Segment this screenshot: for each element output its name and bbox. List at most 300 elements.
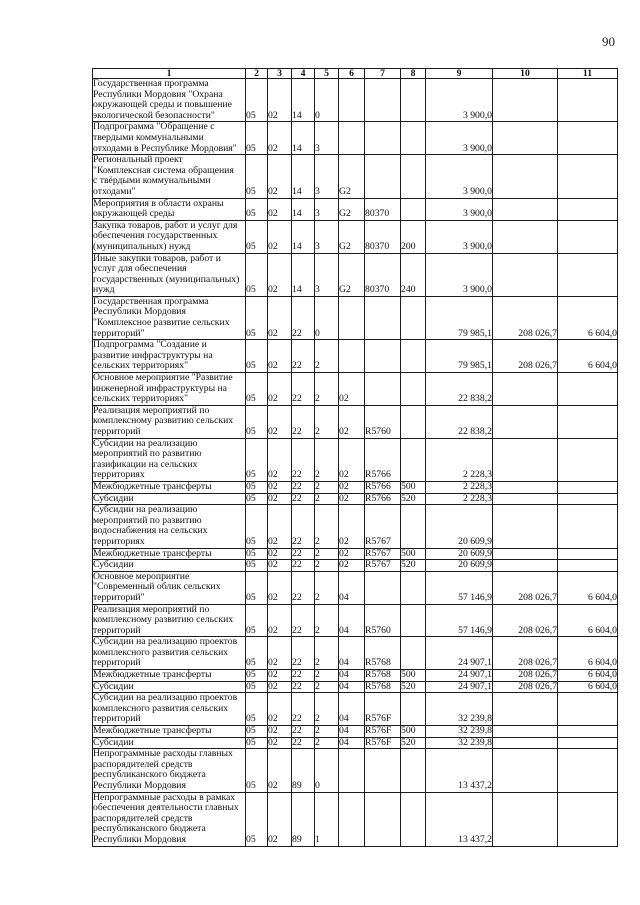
name-cell: Реализация мероприятий по комплексному развитию сельских территорий bbox=[93, 405, 246, 438]
col11-cell bbox=[558, 792, 618, 846]
col7-cell bbox=[365, 749, 401, 792]
col3-cell: 02 bbox=[268, 438, 292, 481]
col7-cell: R5767 bbox=[365, 560, 401, 572]
table-row bbox=[93, 604, 618, 637]
col10-cell bbox=[493, 253, 558, 296]
col2-cell: 05 bbox=[246, 340, 268, 373]
col5-cell: 2 bbox=[315, 405, 339, 438]
col3-cell: 02 bbox=[268, 481, 292, 493]
col11-cell bbox=[558, 220, 618, 253]
col4-cell: 89 bbox=[292, 749, 315, 792]
col8-cell bbox=[401, 122, 426, 155]
header-col6: 6 bbox=[339, 69, 365, 79]
col7-cell: 80370 bbox=[365, 253, 401, 296]
col4-cell: 22 bbox=[292, 681, 315, 693]
col11-cell: 6 604,0 bbox=[558, 604, 618, 637]
col7-cell bbox=[365, 155, 401, 198]
col10-cell bbox=[493, 122, 558, 155]
col2-cell: 05 bbox=[246, 253, 268, 296]
col9-cell: 24 907,1 bbox=[426, 637, 493, 670]
col8-cell bbox=[401, 296, 426, 339]
col10-cell: 208 026,7 bbox=[493, 681, 558, 693]
col3-cell: 02 bbox=[268, 296, 292, 339]
table-row bbox=[93, 571, 618, 604]
col7-cell bbox=[365, 122, 401, 155]
col7-cell: R5760 bbox=[365, 604, 401, 637]
col5-cell: 2 bbox=[315, 693, 339, 726]
col4-cell: 14 bbox=[292, 198, 315, 220]
col7-cell: R5768 bbox=[365, 681, 401, 693]
name-cell: Основное мероприятие "Современный облик сельских территорий" bbox=[93, 571, 246, 604]
name-cell: Межбюджетные трансферты bbox=[93, 726, 246, 738]
col9-cell: 3 900,0 bbox=[426, 220, 493, 253]
col5-cell: 3 bbox=[315, 220, 339, 253]
col3-cell: 02 bbox=[268, 792, 292, 846]
col10-cell bbox=[493, 693, 558, 726]
col11-cell: 6 604,0 bbox=[558, 340, 618, 373]
col8-cell: 500 bbox=[401, 481, 426, 493]
col2-cell: 05 bbox=[246, 637, 268, 670]
col3-cell: 02 bbox=[268, 340, 292, 373]
name-cell: Государственная программа Республики Мордовия "Комплексное развитие сельских территорий" bbox=[93, 296, 246, 339]
col9-cell: 2 228,3 bbox=[426, 481, 493, 493]
col4-cell: 22 bbox=[292, 604, 315, 637]
col8-cell bbox=[401, 693, 426, 726]
col5-cell: 2 bbox=[315, 505, 339, 548]
col6-cell: 04 bbox=[339, 604, 365, 637]
col7-cell: R5768 bbox=[365, 670, 401, 682]
table-row bbox=[93, 505, 618, 548]
col2-cell: 05 bbox=[246, 405, 268, 438]
col5-cell: 3 bbox=[315, 253, 339, 296]
col6-cell: 02 bbox=[339, 438, 365, 481]
col7-cell: 80370 bbox=[365, 198, 401, 220]
col11-cell bbox=[558, 79, 618, 122]
col2-cell: 05 bbox=[246, 560, 268, 572]
col7-cell bbox=[365, 340, 401, 373]
col11-cell bbox=[558, 726, 618, 738]
col4-cell: 14 bbox=[292, 253, 315, 296]
col6-cell bbox=[339, 792, 365, 846]
name-cell: Государственная программа Республики Мордовия "Охрана окружающей среды и повышение экологической безопасности" bbox=[93, 79, 246, 122]
col6-cell: 04 bbox=[339, 571, 365, 604]
col4-cell: 22 bbox=[292, 373, 315, 406]
col2-cell: 05 bbox=[246, 220, 268, 253]
col11-cell bbox=[558, 122, 618, 155]
col2-cell: 05 bbox=[246, 122, 268, 155]
col11-cell bbox=[558, 373, 618, 406]
col7-cell: R5766 bbox=[365, 438, 401, 481]
name-cell: Межбюджетные трансферты bbox=[93, 548, 246, 560]
col6-cell: G2 bbox=[339, 220, 365, 253]
col11-cell: 6 604,0 bbox=[558, 681, 618, 693]
name-cell: Субсидии bbox=[93, 737, 246, 749]
col11-cell: 6 604,0 bbox=[558, 296, 618, 339]
col4-cell: 22 bbox=[292, 571, 315, 604]
col3-cell: 02 bbox=[268, 681, 292, 693]
col5-cell: 3 bbox=[315, 155, 339, 198]
col3-cell: 02 bbox=[268, 198, 292, 220]
col10-cell bbox=[493, 726, 558, 738]
table-row bbox=[93, 155, 618, 198]
col4-cell: 22 bbox=[292, 670, 315, 682]
col2-cell: 05 bbox=[246, 670, 268, 682]
table-row bbox=[93, 481, 618, 493]
col4-cell: 14 bbox=[292, 122, 315, 155]
col3-cell: 02 bbox=[268, 571, 292, 604]
col10-cell bbox=[493, 198, 558, 220]
table-row bbox=[93, 792, 618, 846]
col5-cell: 3 bbox=[315, 198, 339, 220]
col11-cell bbox=[558, 438, 618, 481]
col8-cell: 500 bbox=[401, 726, 426, 738]
col6-cell: 02 bbox=[339, 373, 365, 406]
name-cell: Иные закупки товаров, работ и услуг для обеспечения государственных (муниципальных) нужд bbox=[93, 253, 246, 296]
table-row bbox=[93, 560, 618, 572]
page-number: 90 bbox=[602, 34, 615, 49]
name-cell: Подпрограмма "Обращение с твердыми коммунальными отходами в Республике Мордовия" bbox=[93, 122, 246, 155]
col5-cell: 2 bbox=[315, 637, 339, 670]
table-row bbox=[93, 749, 618, 792]
col5-cell: 2 bbox=[315, 373, 339, 406]
col4-cell: 22 bbox=[292, 296, 315, 339]
col6-cell: 04 bbox=[339, 681, 365, 693]
col9-cell: 3 900,0 bbox=[426, 122, 493, 155]
col8-cell bbox=[401, 438, 426, 481]
col9-cell: 13 437,2 bbox=[426, 792, 493, 846]
col3-cell: 02 bbox=[268, 637, 292, 670]
name-cell: Субсидии bbox=[93, 493, 246, 505]
col3-cell: 02 bbox=[268, 737, 292, 749]
col11-cell bbox=[558, 493, 618, 505]
table-row bbox=[93, 493, 618, 505]
table-row bbox=[93, 693, 618, 726]
col3-cell: 02 bbox=[268, 693, 292, 726]
col10-cell bbox=[493, 481, 558, 493]
col9-cell: 20 609,9 bbox=[426, 548, 493, 560]
col11-cell bbox=[558, 198, 618, 220]
col11-cell bbox=[558, 548, 618, 560]
col2-cell: 05 bbox=[246, 604, 268, 637]
col10-cell: 208 026,7 bbox=[493, 571, 558, 604]
col5-cell: 2 bbox=[315, 571, 339, 604]
col3-cell: 02 bbox=[268, 749, 292, 792]
col7-cell bbox=[365, 571, 401, 604]
col7-cell: R5768 bbox=[365, 637, 401, 670]
col8-cell bbox=[401, 604, 426, 637]
col9-cell: 57 146,9 bbox=[426, 604, 493, 637]
col6-cell bbox=[339, 122, 365, 155]
col9-cell: 24 907,1 bbox=[426, 681, 493, 693]
col7-cell bbox=[365, 792, 401, 846]
col9-cell: 22 838,2 bbox=[426, 373, 493, 406]
col2-cell: 05 bbox=[246, 373, 268, 406]
col2-cell: 05 bbox=[246, 571, 268, 604]
name-cell: Закупка товаров, работ и услуг для обеспечения государственных (муниципальных) нужд bbox=[93, 220, 246, 253]
table-row bbox=[93, 79, 618, 122]
col10-cell bbox=[493, 548, 558, 560]
col8-cell: 520 bbox=[401, 681, 426, 693]
col10-cell: 208 026,7 bbox=[493, 340, 558, 373]
col4-cell: 14 bbox=[292, 79, 315, 122]
table-row bbox=[93, 681, 618, 693]
table-row bbox=[93, 198, 618, 220]
col9-cell: 24 907,1 bbox=[426, 670, 493, 682]
col11-cell bbox=[558, 737, 618, 749]
col8-cell bbox=[401, 373, 426, 406]
col5-cell: 2 bbox=[315, 604, 339, 637]
col8-cell bbox=[401, 792, 426, 846]
col6-cell bbox=[339, 79, 365, 122]
col3-cell: 02 bbox=[268, 505, 292, 548]
col6-cell: 02 bbox=[339, 560, 365, 572]
col11-cell: 6 604,0 bbox=[558, 637, 618, 670]
col3-cell: 02 bbox=[268, 122, 292, 155]
col6-cell: 02 bbox=[339, 548, 365, 560]
col4-cell: 22 bbox=[292, 560, 315, 572]
col5-cell: 2 bbox=[315, 548, 339, 560]
col7-cell bbox=[365, 79, 401, 122]
col7-cell: R5766 bbox=[365, 493, 401, 505]
name-cell: Межбюджетные трансферты bbox=[93, 670, 246, 682]
name-cell: Субсидии на реализацию проектов комплексного развития сельских территорий bbox=[93, 637, 246, 670]
col8-cell bbox=[401, 79, 426, 122]
col2-cell: 05 bbox=[246, 681, 268, 693]
table-row bbox=[93, 220, 618, 253]
table-row bbox=[93, 122, 618, 155]
col11-cell bbox=[558, 481, 618, 493]
col11-cell bbox=[558, 505, 618, 548]
col5-cell: 0 bbox=[315, 749, 339, 792]
col11-cell bbox=[558, 253, 618, 296]
col9-cell: 13 437,2 bbox=[426, 749, 493, 792]
col9-cell: 3 900,0 bbox=[426, 253, 493, 296]
col7-cell bbox=[365, 296, 401, 339]
col7-cell: 80370 bbox=[365, 220, 401, 253]
col3-cell: 02 bbox=[268, 220, 292, 253]
name-cell: Субсидии bbox=[93, 560, 246, 572]
col7-cell: R5767 bbox=[365, 505, 401, 548]
col3-cell: 02 bbox=[268, 493, 292, 505]
col8-cell: 520 bbox=[401, 737, 426, 749]
col10-cell bbox=[493, 79, 558, 122]
name-cell: Субсидии на реализацию проектов комплексного развития сельских территорий bbox=[93, 693, 246, 726]
table-row bbox=[93, 637, 618, 670]
col2-cell: 05 bbox=[246, 726, 268, 738]
col9-cell: 3 900,0 bbox=[426, 79, 493, 122]
col6-cell: G2 bbox=[339, 253, 365, 296]
col8-cell: 500 bbox=[401, 548, 426, 560]
col10-cell bbox=[493, 560, 558, 572]
table-row bbox=[93, 296, 618, 339]
col4-cell: 22 bbox=[292, 438, 315, 481]
col11-cell bbox=[558, 560, 618, 572]
col10-cell: 208 026,7 bbox=[493, 670, 558, 682]
header-col1: 1 bbox=[93, 69, 246, 79]
name-cell: Реализация мероприятий по комплексному развитию сельских территорий bbox=[93, 604, 246, 637]
col4-cell: 22 bbox=[292, 340, 315, 373]
col5-cell: 2 bbox=[315, 726, 339, 738]
col10-cell bbox=[493, 220, 558, 253]
col3-cell: 02 bbox=[268, 560, 292, 572]
col10-cell bbox=[493, 438, 558, 481]
col7-cell: R5760 bbox=[365, 405, 401, 438]
col6-cell: G2 bbox=[339, 198, 365, 220]
col2-cell: 05 bbox=[246, 749, 268, 792]
name-cell: Основное мероприятие "Развитие инженерной инфраструктуры на сельских территориях" bbox=[93, 373, 246, 406]
name-cell: Межбюджетные трансферты bbox=[93, 481, 246, 493]
col9-cell: 22 838,2 bbox=[426, 405, 493, 438]
name-cell: Непрограммные расходы главных распорядителей средств республиканского бюджета Республики Мордовия bbox=[93, 749, 246, 792]
col4-cell: 22 bbox=[292, 505, 315, 548]
col3-cell: 02 bbox=[268, 604, 292, 637]
col8-cell: 500 bbox=[401, 670, 426, 682]
col5-cell: 0 bbox=[315, 296, 339, 339]
col8-cell bbox=[401, 340, 426, 373]
col6-cell: 02 bbox=[339, 405, 365, 438]
col4-cell: 89 bbox=[292, 792, 315, 846]
col9-cell: 2 228,3 bbox=[426, 493, 493, 505]
col8-cell: 240 bbox=[401, 253, 426, 296]
col5-cell: 3 bbox=[315, 122, 339, 155]
col4-cell: 22 bbox=[292, 493, 315, 505]
col11-cell bbox=[558, 405, 618, 438]
col6-cell: 04 bbox=[339, 693, 365, 726]
name-cell: Подпрограмма "Создание и развитие инфраструктуры на сельских территориях" bbox=[93, 340, 246, 373]
col10-cell bbox=[493, 505, 558, 548]
col6-cell: 02 bbox=[339, 505, 365, 548]
header-col4: 4 bbox=[292, 69, 315, 79]
col8-cell: 520 bbox=[401, 560, 426, 572]
col7-cell bbox=[365, 373, 401, 406]
table-row bbox=[93, 726, 618, 738]
col4-cell: 22 bbox=[292, 481, 315, 493]
header-col11: 11 bbox=[558, 69, 618, 79]
col2-cell: 05 bbox=[246, 505, 268, 548]
col5-cell: 2 bbox=[315, 560, 339, 572]
header-col8: 8 bbox=[401, 69, 426, 79]
col4-cell: 22 bbox=[292, 548, 315, 560]
col9-cell: 3 900,0 bbox=[426, 155, 493, 198]
col2-cell: 05 bbox=[246, 792, 268, 846]
col5-cell: 2 bbox=[315, 481, 339, 493]
col10-cell bbox=[493, 737, 558, 749]
col4-cell: 22 bbox=[292, 693, 315, 726]
col10-cell bbox=[493, 155, 558, 198]
col6-cell: 02 bbox=[339, 493, 365, 505]
col5-cell: 2 bbox=[315, 737, 339, 749]
col4-cell: 14 bbox=[292, 155, 315, 198]
col10-cell: 208 026,7 bbox=[493, 604, 558, 637]
col9-cell: 3 900,0 bbox=[426, 198, 493, 220]
table-row bbox=[93, 548, 618, 560]
table-row bbox=[93, 253, 618, 296]
col3-cell: 02 bbox=[268, 726, 292, 738]
col8-cell bbox=[401, 155, 426, 198]
col9-cell: 57 146,9 bbox=[426, 571, 493, 604]
col4-cell: 22 bbox=[292, 637, 315, 670]
col3-cell: 02 bbox=[268, 670, 292, 682]
col8-cell: 200 bbox=[401, 220, 426, 253]
col4-cell: 22 bbox=[292, 405, 315, 438]
col8-cell: 520 bbox=[401, 493, 426, 505]
col7-cell: R576F bbox=[365, 737, 401, 749]
col2-cell: 05 bbox=[246, 737, 268, 749]
col8-cell bbox=[401, 505, 426, 548]
col7-cell: R5766 bbox=[365, 481, 401, 493]
col3-cell: 02 bbox=[268, 373, 292, 406]
col10-cell bbox=[493, 405, 558, 438]
table-row bbox=[93, 438, 618, 481]
col4-cell: 14 bbox=[292, 220, 315, 253]
header-col9: 9 bbox=[426, 69, 493, 79]
col9-cell: 20 609,9 bbox=[426, 505, 493, 548]
col2-cell: 05 bbox=[246, 198, 268, 220]
col6-cell: 04 bbox=[339, 670, 365, 682]
col9-cell: 32 239,8 bbox=[426, 693, 493, 726]
col2-cell: 05 bbox=[246, 693, 268, 726]
col11-cell bbox=[558, 693, 618, 726]
col3-cell: 02 bbox=[268, 548, 292, 560]
col9-cell: 79 985,1 bbox=[426, 296, 493, 339]
name-cell: Субсидии на реализацию мероприятий по развитию газификации на сельских территориях bbox=[93, 438, 246, 481]
col5-cell: 1 bbox=[315, 792, 339, 846]
name-cell: Непрограммные расходы в рамках обеспечения деятельности главных распорядителей средств республиканского бюджета Республики Мордовия bbox=[93, 792, 246, 846]
col2-cell: 05 bbox=[246, 493, 268, 505]
name-cell: Региональный проект "Комплексная система обращения с твёрдыми коммунальными отходами" bbox=[93, 155, 246, 198]
col2-cell: 05 bbox=[246, 155, 268, 198]
table-row bbox=[93, 340, 618, 373]
col10-cell bbox=[493, 493, 558, 505]
col6-cell: 02 bbox=[339, 481, 365, 493]
table-row bbox=[93, 373, 618, 406]
col6-cell: 04 bbox=[339, 726, 365, 738]
col2-cell: 05 bbox=[246, 481, 268, 493]
col5-cell: 2 bbox=[315, 493, 339, 505]
col5-cell: 0 bbox=[315, 79, 339, 122]
col9-cell: 20 609,9 bbox=[426, 560, 493, 572]
col10-cell bbox=[493, 373, 558, 406]
header-col2: 2 bbox=[246, 69, 268, 79]
col4-cell: 22 bbox=[292, 737, 315, 749]
col2-cell: 05 bbox=[246, 438, 268, 481]
col9-cell: 32 239,8 bbox=[426, 737, 493, 749]
name-cell: Субсидии на реализацию мероприятий по развитию водоснабжения на сельских территориях bbox=[93, 505, 246, 548]
col5-cell: 2 bbox=[315, 438, 339, 481]
col6-cell bbox=[339, 749, 365, 792]
col9-cell: 32 239,8 bbox=[426, 726, 493, 738]
col3-cell: 02 bbox=[268, 79, 292, 122]
col7-cell: R576F bbox=[365, 693, 401, 726]
col10-cell: 208 026,7 bbox=[493, 637, 558, 670]
table-row bbox=[93, 405, 618, 438]
col2-cell: 05 bbox=[246, 79, 268, 122]
col6-cell bbox=[339, 296, 365, 339]
col8-cell bbox=[401, 637, 426, 670]
col2-cell: 05 bbox=[246, 296, 268, 339]
col7-cell: R576F bbox=[365, 726, 401, 738]
header-col5: 5 bbox=[315, 69, 339, 79]
col10-cell bbox=[493, 792, 558, 846]
col2-cell: 05 bbox=[246, 548, 268, 560]
col7-cell: R5767 bbox=[365, 548, 401, 560]
col3-cell: 02 bbox=[268, 155, 292, 198]
col11-cell bbox=[558, 155, 618, 198]
header-col3: 3 bbox=[268, 69, 292, 79]
table-row bbox=[93, 737, 618, 749]
col5-cell: 2 bbox=[315, 340, 339, 373]
col11-cell bbox=[558, 749, 618, 792]
